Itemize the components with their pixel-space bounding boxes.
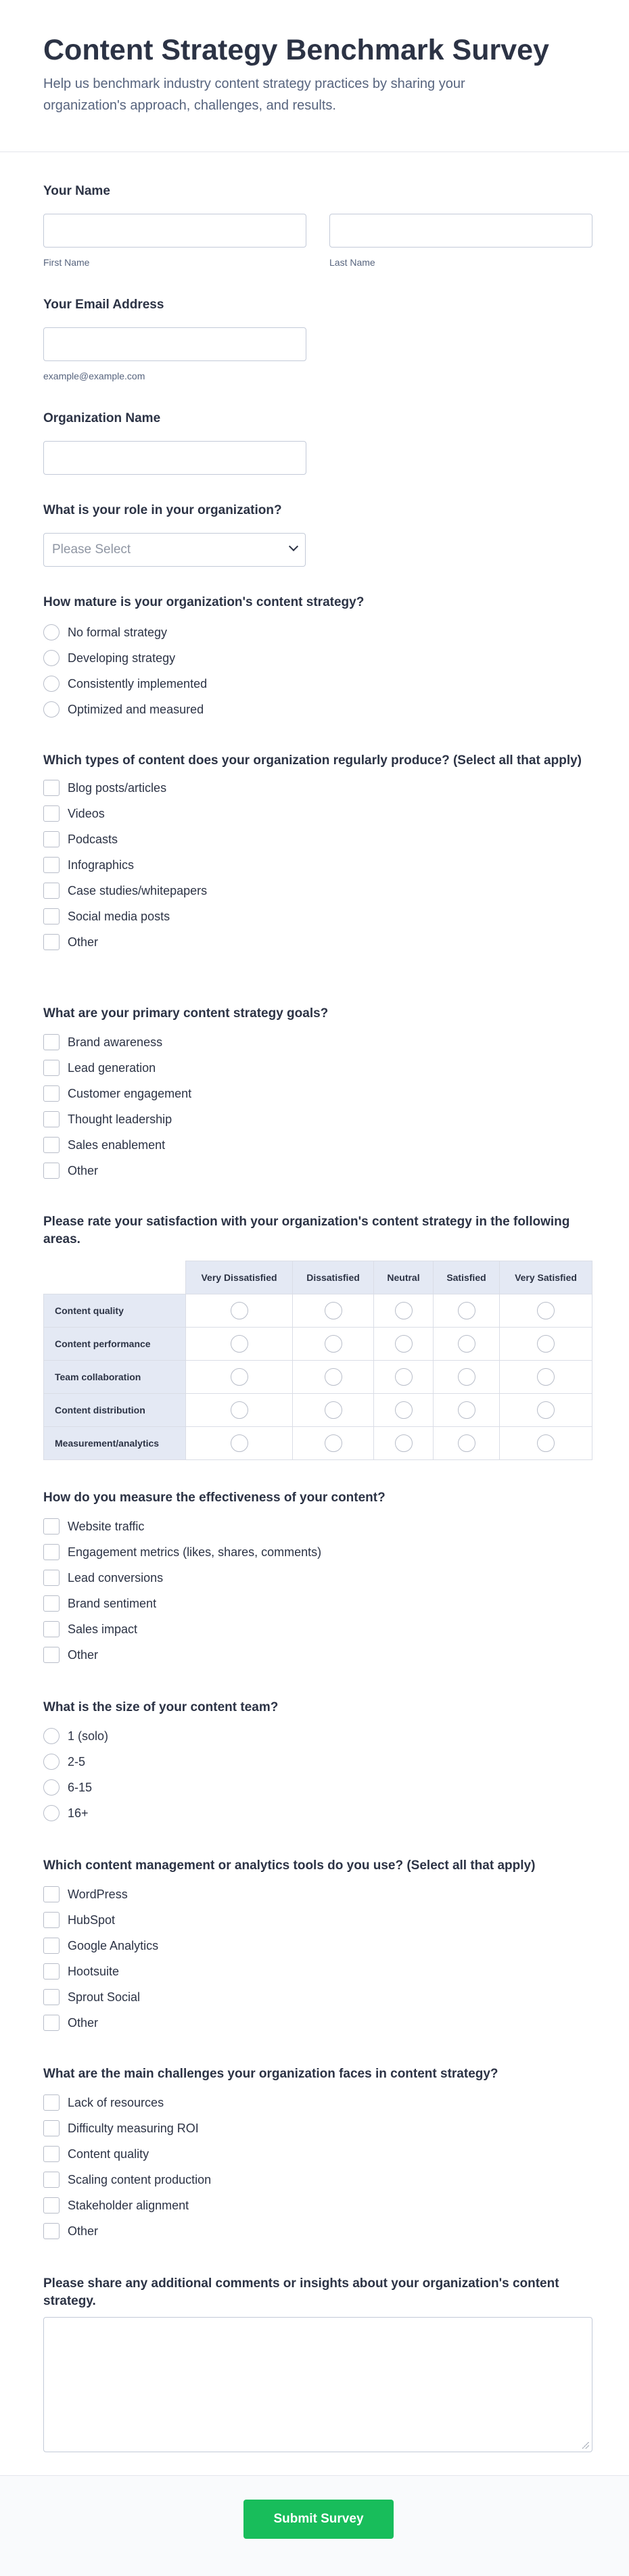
content-types-question xyxy=(43,752,592,955)
org-name-input[interactable] xyxy=(43,441,306,475)
matrix-column-header: Very Satisfied xyxy=(500,1261,592,1294)
checkbox[interactable] xyxy=(43,2197,60,2214)
matrix-row xyxy=(44,1328,592,1361)
goal-option[interactable]: Sales enablement xyxy=(43,1132,592,1158)
checkbox[interactable] xyxy=(43,1570,60,1586)
radio-button[interactable] xyxy=(43,624,60,640)
matrix-row xyxy=(44,1427,592,1460)
checkbox[interactable] xyxy=(43,1886,60,1902)
first-name-sublabel: First Name xyxy=(43,257,90,268)
team-size-question xyxy=(43,1699,592,1826)
checkbox[interactable] xyxy=(43,1137,60,1153)
checkbox[interactable] xyxy=(43,2015,60,2031)
checkbox[interactable] xyxy=(43,2223,60,2239)
goal-option[interactable]: Other xyxy=(43,1158,592,1184)
content-type-option[interactable]: Podcasts xyxy=(43,826,592,852)
content-types-label: Which types of content does your organization regularly produce? (Select all that apply) xyxy=(43,753,582,768)
challenge-option[interactable]: Scaling content production xyxy=(43,2167,592,2193)
matrix-row xyxy=(44,1394,592,1427)
checkbox[interactable] xyxy=(43,2172,60,2188)
checkbox[interactable] xyxy=(43,1989,60,2005)
radio-button[interactable] xyxy=(43,1754,60,1770)
goal-option[interactable]: Lead generation xyxy=(43,1055,592,1081)
first-name-input[interactable] xyxy=(43,214,306,248)
email-label: Your Email Address xyxy=(43,298,164,312)
checkbox[interactable] xyxy=(43,1034,60,1050)
tool-option[interactable]: Sprout Social xyxy=(43,1984,592,2010)
matrix-radio[interactable] xyxy=(325,1434,342,1452)
challenges-question xyxy=(43,2065,592,2244)
goal-option[interactable]: Customer engagement xyxy=(43,1081,592,1106)
checkbox[interactable] xyxy=(43,1518,60,1535)
matrix-radio[interactable] xyxy=(325,1368,342,1386)
role-question xyxy=(43,502,592,567)
email-input[interactable] xyxy=(43,327,306,361)
matrix-radio[interactable] xyxy=(395,1401,413,1419)
matrix-radio[interactable] xyxy=(395,1434,413,1452)
matrix-radio[interactable] xyxy=(458,1302,475,1319)
maturity-option[interactable]: Optimized and measured xyxy=(43,697,592,722)
maturity-label: How mature is your organization's content strategy? xyxy=(43,595,365,609)
matrix-column-header: Satisfied xyxy=(434,1261,500,1294)
checkbox[interactable] xyxy=(43,2094,60,2111)
matrix-row-label: Content quality xyxy=(44,1294,186,1328)
measure-option[interactable]: Lead conversions xyxy=(43,1565,592,1591)
tool-option[interactable]: HubSpot xyxy=(43,1907,592,1933)
challenge-option[interactable]: Content quality xyxy=(43,2141,592,2167)
matrix-radio[interactable] xyxy=(458,1401,475,1419)
org-question xyxy=(43,410,592,475)
satisfaction-question xyxy=(43,1213,592,1460)
goal-option[interactable]: Thought leadership xyxy=(43,1106,592,1132)
matrix-radio[interactable] xyxy=(458,1434,475,1452)
radio-button[interactable] xyxy=(43,1805,60,1821)
radio-button[interactable] xyxy=(43,701,60,718)
checkbox[interactable] xyxy=(43,1621,60,1637)
checkbox[interactable] xyxy=(43,1111,60,1127)
checkbox[interactable] xyxy=(43,831,60,847)
measure-option[interactable]: Brand sentiment xyxy=(43,1591,592,1616)
matrix-radio[interactable] xyxy=(231,1434,248,1452)
matrix-radio[interactable] xyxy=(231,1401,248,1419)
tools-question xyxy=(43,1857,592,2036)
team-size-label: What is the size of your content team? xyxy=(43,1700,279,1714)
matrix-radio[interactable] xyxy=(395,1368,413,1386)
measure-option[interactable]: Sales impact xyxy=(43,1616,592,1642)
maturity-question xyxy=(43,594,592,722)
team-size-option[interactable]: 1 (solo) xyxy=(43,1723,592,1749)
form-footer xyxy=(0,2475,629,2576)
tool-option[interactable]: WordPress xyxy=(43,1881,592,1907)
maturity-option[interactable]: No formal strategy xyxy=(43,619,592,645)
radio-button[interactable] xyxy=(43,676,60,692)
matrix-row-label: Measurement/analytics xyxy=(44,1427,186,1460)
tool-option[interactable]: Other xyxy=(43,2010,592,2036)
challenge-option[interactable]: Other xyxy=(43,2218,592,2244)
checkbox[interactable] xyxy=(43,1163,60,1179)
name-question xyxy=(43,183,592,268)
matrix-radio[interactable] xyxy=(458,1368,475,1386)
checkbox[interactable] xyxy=(43,2120,60,2136)
role-label: What is your role in your organization? xyxy=(43,503,282,517)
checkbox[interactable] xyxy=(43,908,60,924)
checkbox[interactable] xyxy=(43,1912,60,1928)
radio-button[interactable] xyxy=(43,650,60,666)
checkbox[interactable] xyxy=(43,1544,60,1560)
matrix-row-label: Content performance xyxy=(44,1328,186,1361)
checkbox[interactable] xyxy=(43,805,60,822)
matrix-radio[interactable] xyxy=(537,1434,555,1452)
checkbox[interactable] xyxy=(43,1060,60,1076)
page-title: Content Strategy Benchmark Survey xyxy=(43,34,549,66)
matrix-radio[interactable] xyxy=(231,1302,248,1319)
checkbox[interactable] xyxy=(43,2146,60,2162)
matrix-radio[interactable] xyxy=(231,1368,248,1386)
matrix-radio[interactable] xyxy=(325,1401,342,1419)
challenge-option[interactable]: Lack of resources xyxy=(43,2090,592,2115)
page-subtitle: Help us benchmark industry content strategy practices by sharing your organization's approach, challenges, and results. xyxy=(43,76,465,113)
checkbox[interactable] xyxy=(43,857,60,873)
goals-label: What are your primary content strategy goals? xyxy=(43,1006,329,1021)
challenge-option[interactable]: Stakeholder alignment xyxy=(43,2193,592,2218)
matrix-column-header: Neutral xyxy=(374,1261,434,1294)
matrix-radio[interactable] xyxy=(231,1335,248,1353)
measure-label: How do you measure the effectiveness of your content? xyxy=(43,1491,386,1505)
measure-option[interactable]: Other xyxy=(43,1642,592,1668)
team-size-option[interactable]: 2-5 xyxy=(43,1749,592,1775)
content-type-option[interactable]: Blog posts/articles xyxy=(43,775,592,801)
matrix-row-label: Content distribution xyxy=(44,1394,186,1427)
email-sublabel: example@example.com xyxy=(43,371,145,381)
matrix-column-header: Dissatisfied xyxy=(293,1261,374,1294)
last-name-sublabel: Last Name xyxy=(329,257,375,268)
challenge-option[interactable]: Difficulty measuring ROI xyxy=(43,2115,592,2141)
radio-button[interactable] xyxy=(43,1728,60,1744)
checkbox[interactable] xyxy=(43,1963,60,1980)
tools-label: Which content management or analytics tools do you use? (Select all that apply) xyxy=(43,1858,536,1873)
checkbox[interactable] xyxy=(43,934,60,950)
chevron-down-icon xyxy=(289,542,298,551)
maturity-option[interactable]: Developing strategy xyxy=(43,645,592,671)
content-type-option[interactable]: Infographics xyxy=(43,852,592,878)
maturity-option[interactable]: Consistently implemented xyxy=(43,671,592,697)
role-select-placeholder: Please Select xyxy=(52,542,131,557)
name-label: Your Name xyxy=(43,184,110,198)
goal-option[interactable]: Brand awareness xyxy=(43,1029,592,1055)
team-size-option[interactable]: 16+ xyxy=(43,1800,592,1826)
content-type-option[interactable]: Videos xyxy=(43,801,592,826)
measure-question xyxy=(43,1489,592,1668)
checkbox[interactable] xyxy=(43,1595,60,1612)
tool-option[interactable]: Google Analytics xyxy=(43,1933,592,1959)
matrix-row-label: Team collaboration xyxy=(44,1361,186,1394)
matrix-radio[interactable] xyxy=(537,1335,555,1353)
matrix-corner xyxy=(44,1261,186,1294)
matrix-radio[interactable] xyxy=(395,1335,413,1353)
matrix-row xyxy=(44,1361,592,1394)
radio-button[interactable] xyxy=(43,1779,60,1796)
comments-textarea[interactable] xyxy=(43,2317,592,2452)
matrix-radio[interactable] xyxy=(395,1302,413,1319)
comments-question xyxy=(43,2275,592,2452)
matrix-radio[interactable] xyxy=(458,1335,475,1353)
measure-option[interactable]: Website traffic xyxy=(43,1514,592,1539)
measure-option[interactable]: Engagement metrics (likes, shares, comments) xyxy=(43,1539,592,1565)
email-question xyxy=(43,296,592,381)
checkbox[interactable] xyxy=(43,883,60,899)
satisfaction-label: Please rate your satisfaction with your organization's content strategy in the following areas. xyxy=(43,1215,570,1246)
goals-question xyxy=(43,1005,592,1184)
matrix-radio[interactable] xyxy=(325,1335,342,1353)
matrix-row xyxy=(44,1294,592,1328)
checkbox[interactable] xyxy=(43,780,60,796)
tool-option[interactable]: Hootsuite xyxy=(43,1959,592,1984)
role-select[interactable] xyxy=(43,533,306,567)
comments-label: Please share any additional comments or insights about your organization's content strategy. xyxy=(43,2276,559,2308)
checkbox[interactable] xyxy=(43,1085,60,1102)
content-type-option[interactable]: Case studies/whitepapers xyxy=(43,878,592,904)
matrix-radio[interactable] xyxy=(537,1368,555,1386)
form-header xyxy=(0,0,629,152)
checkbox[interactable] xyxy=(43,1938,60,1954)
matrix-radio[interactable] xyxy=(537,1302,555,1319)
content-type-option[interactable]: Social media posts xyxy=(43,904,592,929)
org-label: Organization Name xyxy=(43,411,161,425)
submit-button[interactable]: Submit Survey xyxy=(243,2500,394,2539)
checkbox[interactable] xyxy=(43,1647,60,1663)
content-type-option[interactable]: Other xyxy=(43,929,592,955)
matrix-radio[interactable] xyxy=(537,1401,555,1419)
challenges-label: What are the main challenges your organization faces in content strategy? xyxy=(43,2067,498,2081)
last-name-input[interactable] xyxy=(329,214,592,248)
resize-grip-icon[interactable] xyxy=(582,2442,589,2449)
matrix-column-header: Very Dissatisfied xyxy=(186,1261,293,1294)
team-size-option[interactable]: 6-15 xyxy=(43,1775,592,1800)
matrix-radio[interactable] xyxy=(325,1302,342,1319)
satisfaction-matrix xyxy=(43,1261,592,1460)
